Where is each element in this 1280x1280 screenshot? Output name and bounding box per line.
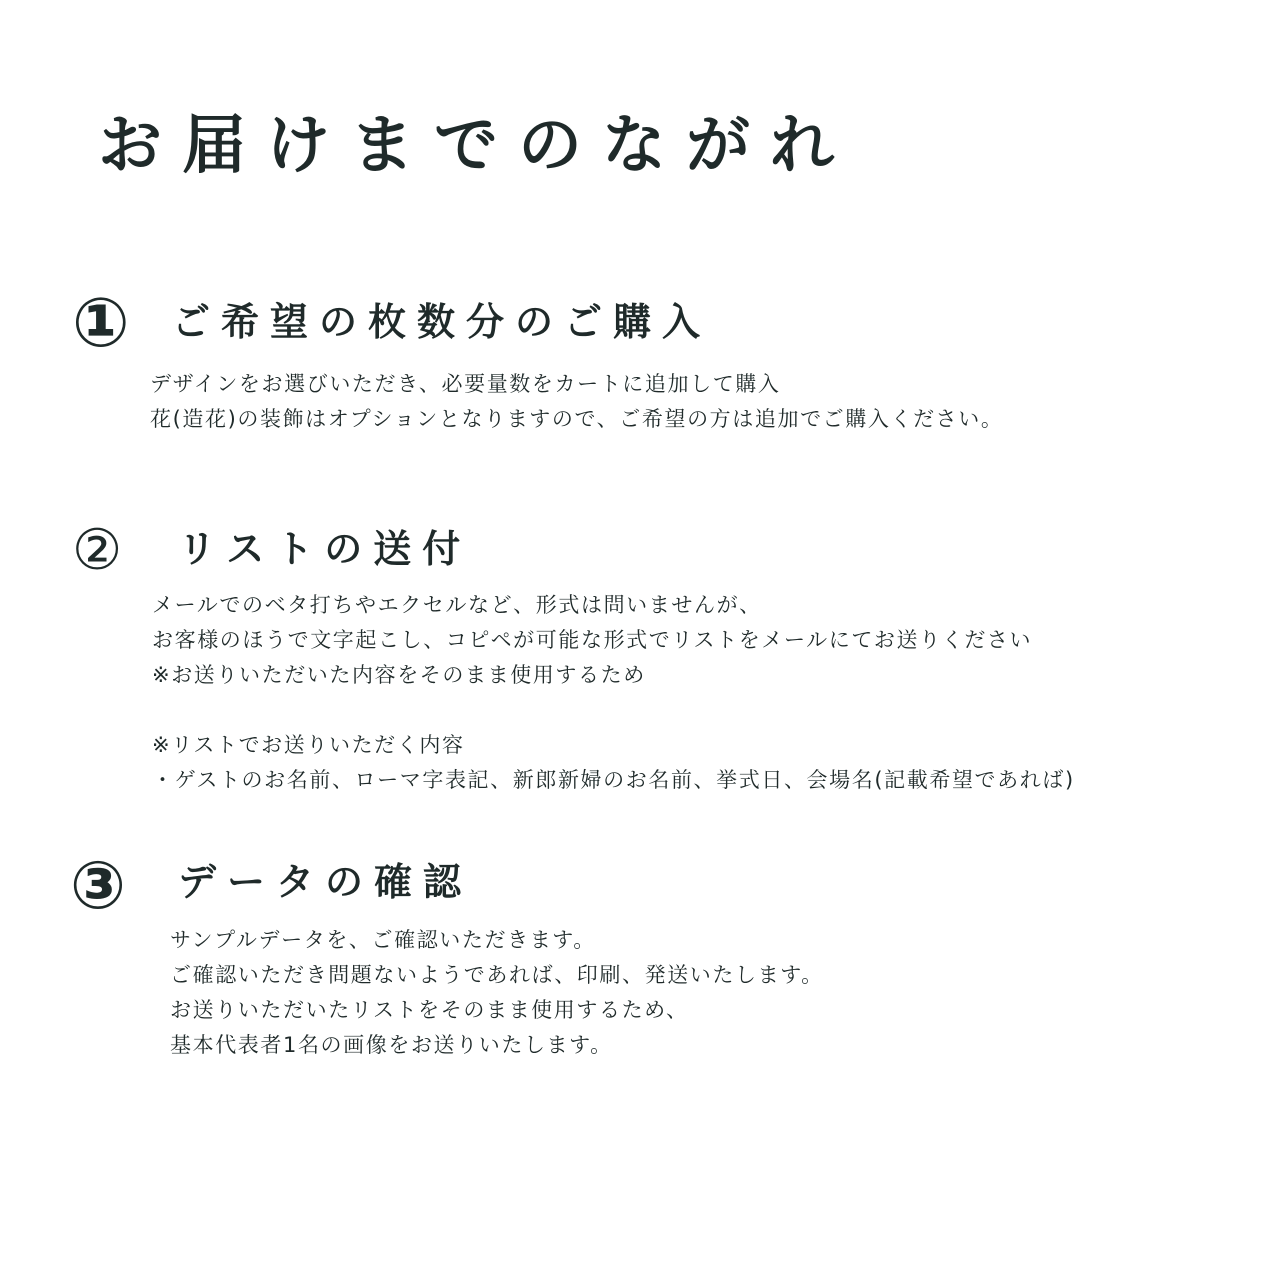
step-1-number: ①: [72, 284, 130, 363]
step-3-line-3: お送りいただいたリストをそのまま使用するため、: [170, 998, 689, 1022]
step-1-line-1: デザインをお選びいただき、必要量数をカートに追加して購入: [150, 372, 781, 396]
step-2-heading: リストの送付: [178, 527, 472, 571]
step-3-line-4: 基本代表者1名の画像をお送りいたします。: [170, 1033, 613, 1057]
step-3-number: ③: [70, 847, 126, 924]
page-title: お届けまでのながれ: [98, 109, 854, 183]
step-3-line-2: ご確認いただき問題ないようであれば、印刷、発送いたします。: [170, 963, 824, 987]
step-3-description: [170, 923, 824, 1063]
step-1-description: [150, 367, 1003, 437]
step-2-description: [152, 588, 1075, 798]
step-2-line-6: ・ゲストのお名前、ローマ字表記、新郎新婦のお名前、挙式日、会場名(記載希望であれば): [152, 768, 1075, 792]
step-2-line-5: ※リストでお送りいただく内容: [152, 733, 465, 757]
step-2-number: ②: [72, 518, 123, 583]
step-1-heading: ご希望の枚数分のご購入: [172, 300, 712, 344]
step-2-line-2: お客様のほうで文字起こし、コピペが可能な形式でリストをメールにてお送りください: [152, 628, 1033, 652]
step-3-heading: データの確認: [178, 860, 473, 904]
step-2-blank-line: [152, 693, 1075, 728]
step-2-line-1: メールでのベタ打ちやエクセルなど、形式は問いませんが、: [152, 593, 762, 617]
step-2-line-3: ※お送りいただいた内容をそのまま使用するため: [152, 663, 646, 687]
step-3-line-1: サンプルデータを、ご確認いただきます。: [170, 928, 596, 952]
step-1-line-2: 花(造花)の装飾はオプションとなりますので、ご希望の方は追加でご購入ください。: [150, 407, 1004, 431]
